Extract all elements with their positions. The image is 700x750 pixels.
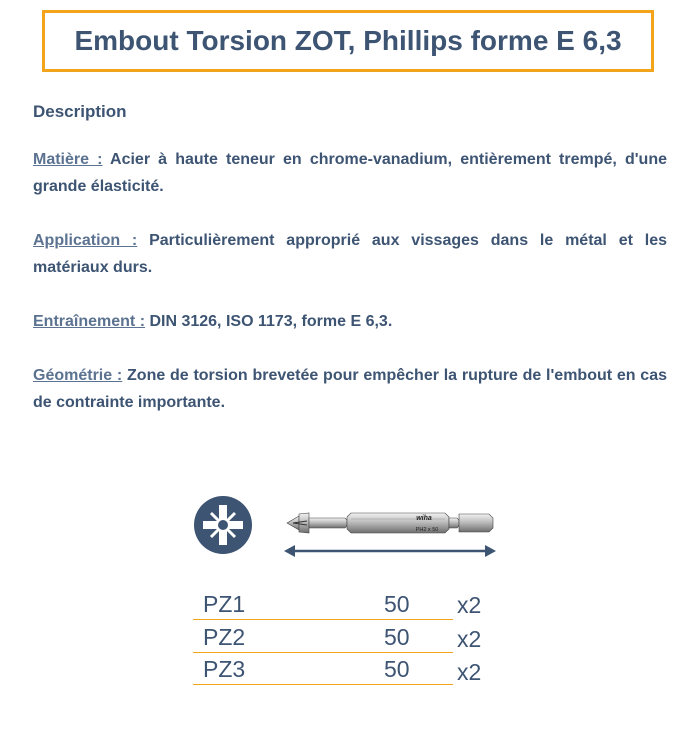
screwdriver-bit-image [285,505,495,541]
spec-geometry [33,362,667,416]
spec-text: DIN 3126, ISO 1173, forme E 6,3. [145,313,393,330]
variant-qty: x2 [457,592,482,618]
variant-size: PZ3 [203,656,246,682]
spec-text: Particulièrement approprié aux vissages dans le métal et les matériaux durs. [33,232,667,276]
pozidriv-icon [193,495,253,555]
bit-marking-text: PH2 x 50 [415,527,439,533]
spec-text: Zone de torsion brevetée pour empêcher la rupture de l'embout en cas de contrainte importante. [33,367,667,411]
spec-drive [33,308,667,335]
spec-label: Matière : [33,151,103,168]
spec-material [33,146,667,200]
variant-qty: x2 [457,626,482,652]
variant-row [193,621,453,653]
description-heading: Description [33,102,127,121]
variant-size: PZ2 [203,624,246,650]
spec-label: Entraînement : [33,313,146,330]
length-arrow-icon [284,543,496,559]
variant-row [193,653,453,685]
variant-size: PZ1 [203,591,246,617]
spec-label: Application : [33,232,138,249]
variant-length: 50 [384,591,410,617]
variant-length: 50 [384,656,410,682]
variant-length: 50 [384,624,410,650]
bit-brand-text: wiha [416,515,432,522]
spec-label: Géométrie : [33,367,123,384]
title-box [42,10,654,72]
page-title: Embout Torsion ZOT, Phillips forme E 6,3 [74,25,622,56]
variant-row [193,588,453,620]
spec-text: Acier à haute teneur en chrome-vanadium, entièrement trempé, d'une grande élasticité. [33,151,667,195]
variant-qty: x2 [457,659,482,685]
spec-application [33,227,667,281]
